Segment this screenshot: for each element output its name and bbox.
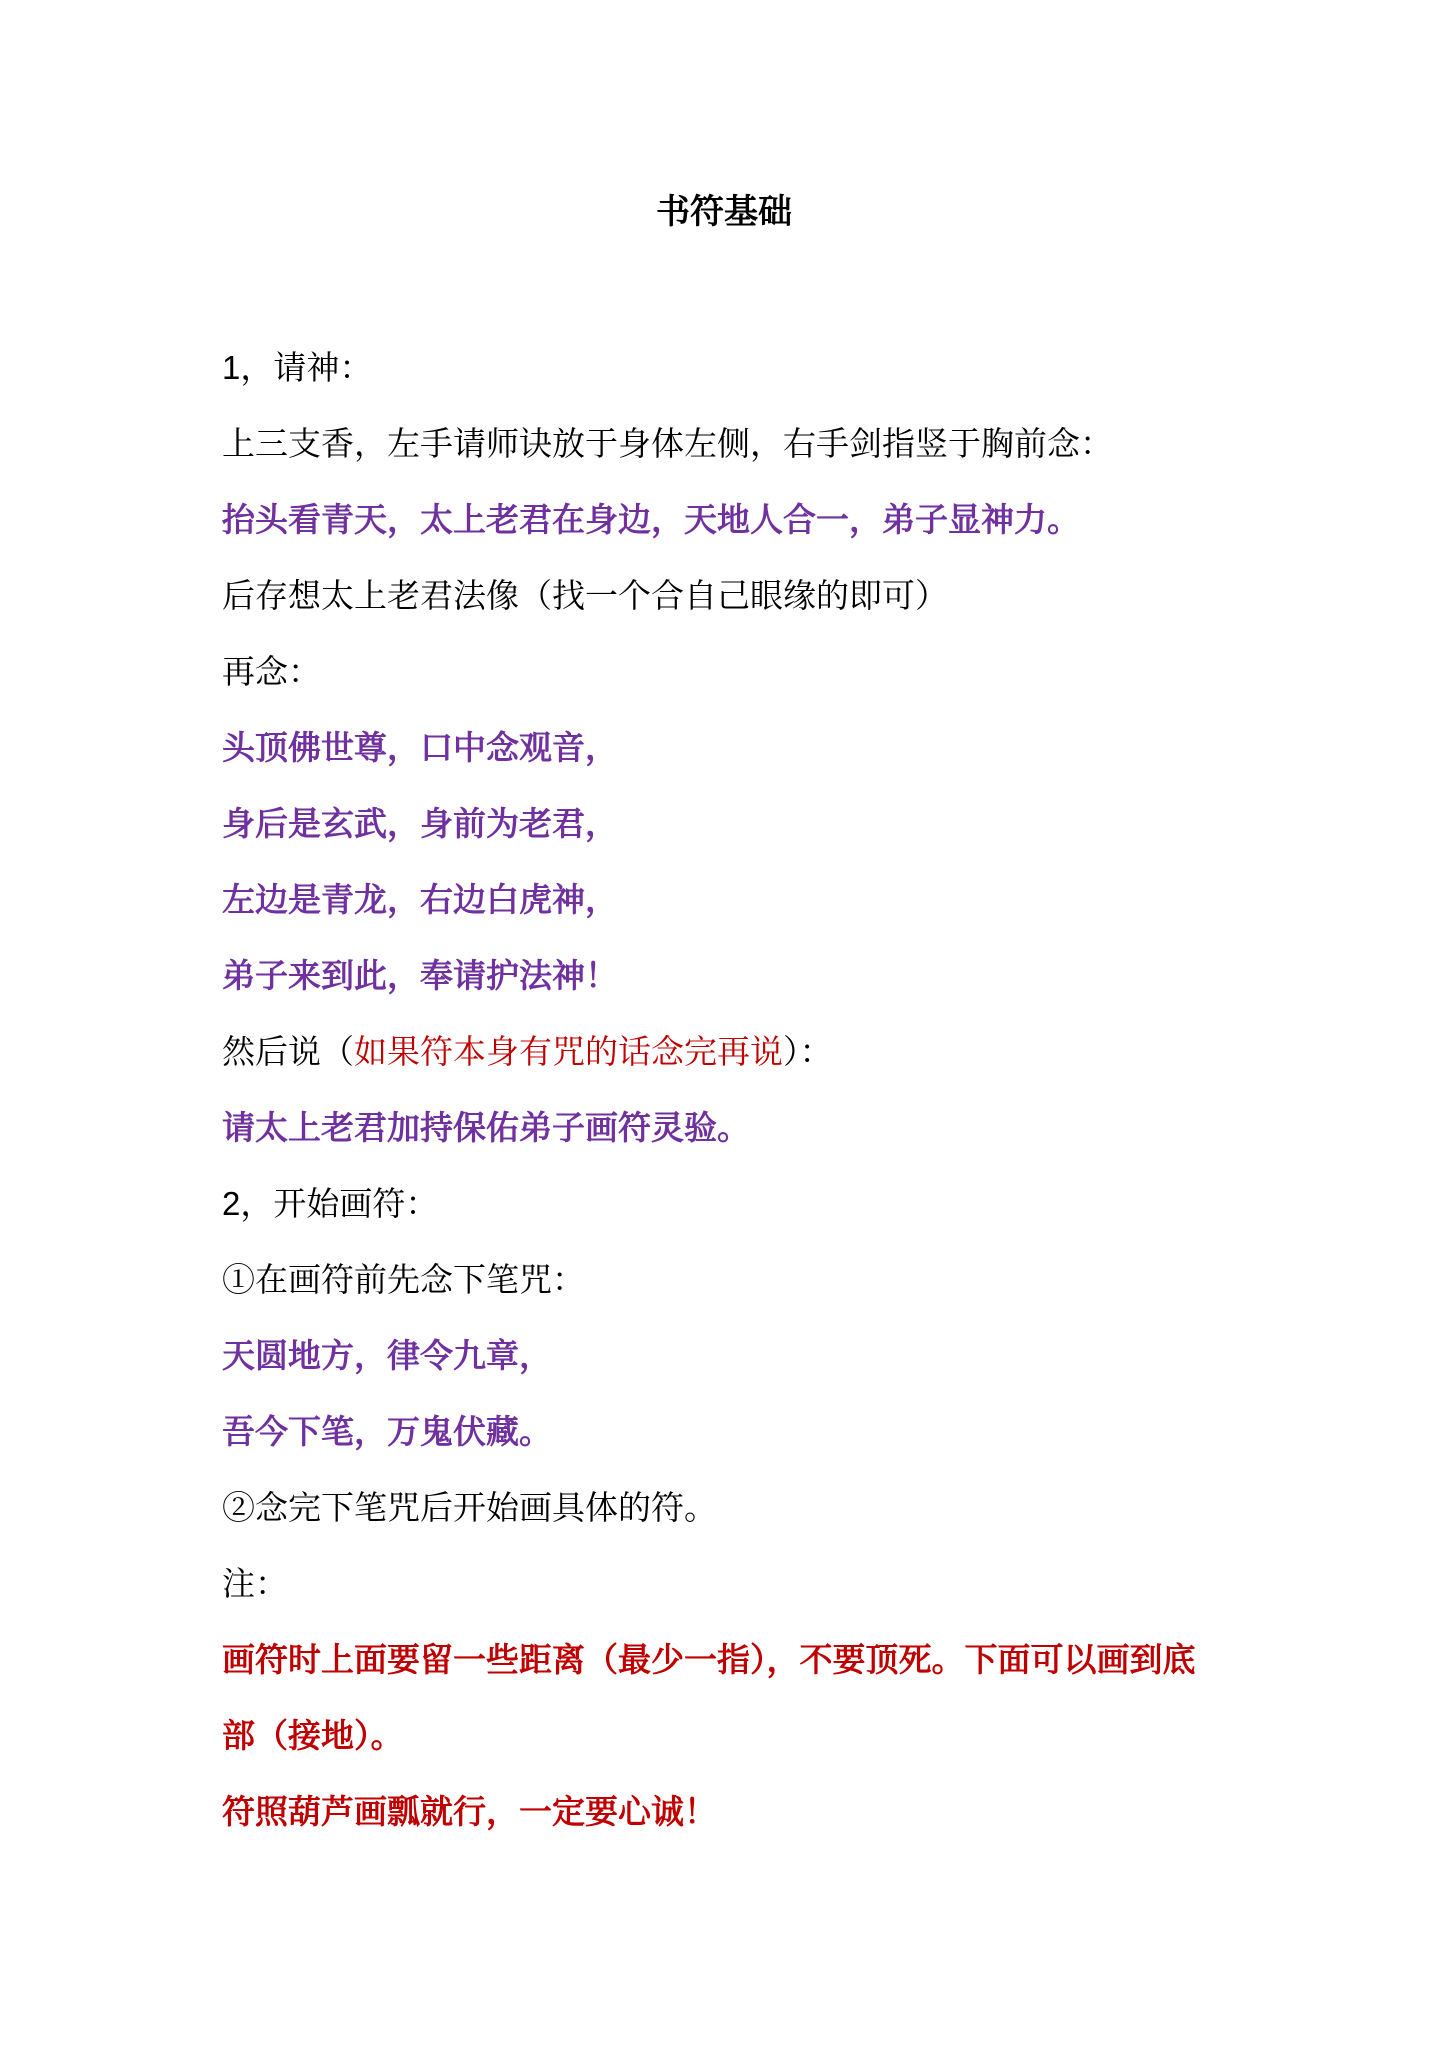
then-say-line [222, 1030, 833, 1074]
section2-heading-text: ，开始画符： [240, 1184, 439, 1223]
note-label: 注： [222, 1564, 288, 1603]
note-text: 部（接地）。 [222, 1716, 404, 1755]
brush-chant-line: 天圆地方，律令九章， [222, 1336, 552, 1375]
brush-chant-line: 吾今下笔，万鬼伏藏。 [222, 1412, 552, 1451]
then-say-prefix: 然后说（ [222, 1032, 354, 1071]
chant-line: 弟子来到此，奉请护法神！ [222, 956, 618, 995]
step1-text: ①在画符前先念下笔咒： [222, 1260, 585, 1299]
then-say-note: 如果符本身有咒的话念完再说 [354, 1032, 783, 1071]
section2-number: 2 [222, 1185, 241, 1222]
section1-instruction: 上三支香，左手请师诀放于身体左侧，右手剑指竖于胸前念： [222, 424, 1113, 463]
section1-number: 1 [222, 349, 241, 386]
note-text: 符照葫芦画瓢就行，一定要心诚！ [222, 1792, 717, 1831]
visualize-instruction: 后存想太上老君法像（找一个合自己眼缘的即可） [222, 576, 948, 615]
chant-line: 身后是玄武，身前为老君， [222, 804, 618, 843]
step2-text: ②念完下笔咒后开始画具体的符。 [222, 1488, 717, 1527]
section1-heading [222, 346, 372, 390]
chant-line: 左边是青龙，右边白虎神， [222, 880, 618, 919]
document-title: 书符基础 [656, 192, 792, 232]
chant-blessing: 请太上老君加持保佑弟子画符灵验。 [222, 1108, 750, 1147]
section1-heading-text: ，请神： [240, 348, 373, 387]
then-say-suffix: ）： [783, 1032, 833, 1071]
section2-heading [222, 1182, 438, 1226]
recite-again-label: 再念： [222, 652, 321, 691]
note-text: 画符时上面要留一些距离（最少一指），不要顶死。下面可以画到底 [222, 1640, 1196, 1679]
chant-invocation: 抬头看青天，太上老君在身边，天地人合一，弟子显神力。 [222, 500, 1080, 539]
chant-line: 头顶佛世尊，口中念观音， [222, 728, 618, 767]
